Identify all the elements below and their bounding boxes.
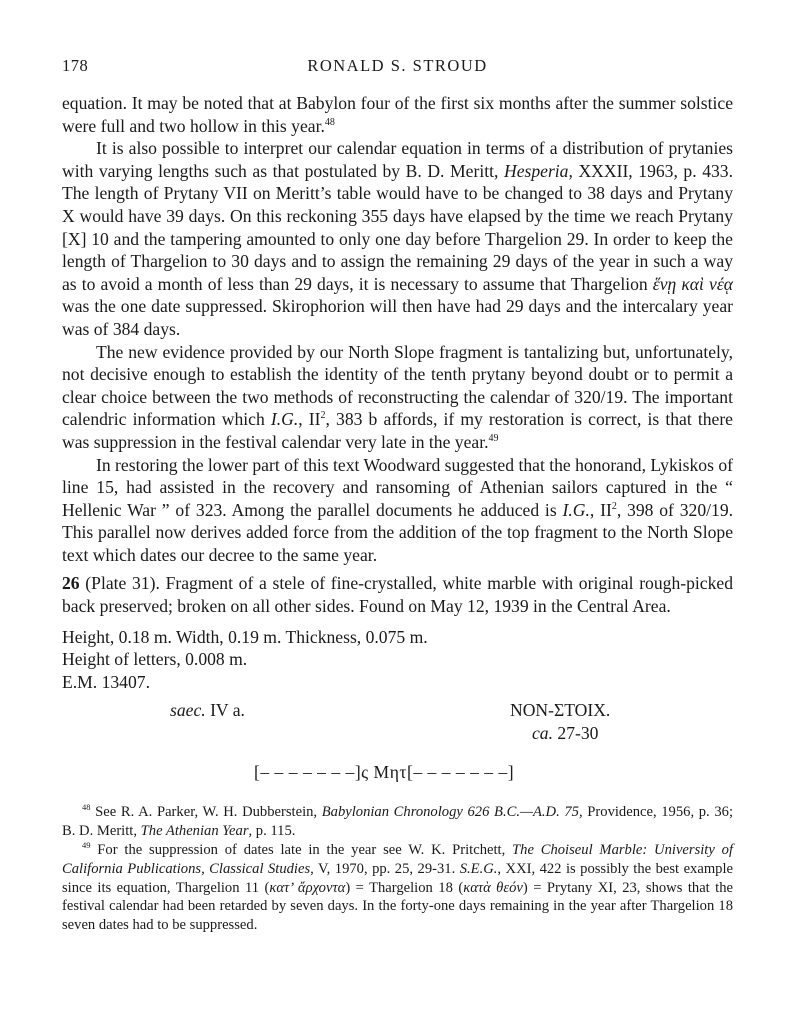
footnote-48: $^{48}$ See R. A. Parker, W. H. Dubberstein, Babylonian Chronology 626 B.C.—A.D. 75, Providence, 1956, p. 36; B. D. Meritt, The Athenian Year, p. 115. [62,802,733,840]
catalogue-description: (Plate 31). Fragment of a stele of fine-crystalled, white marble with original rough-picked back preserved; broken on all other sides. Found on May 12, 1939 in the Central Area. [62,573,733,617]
date-value: IV a. [210,700,245,721]
body-text [62,92,733,566]
ca-value: 27-30 [557,723,599,744]
paragraph-woodward: In restoring the lower part of this text Woodward suggested that the honorand, Lykiskos of line 15, had assisted in the recovery and ransoming of Athenian sailors captured in the “ Hellenic War ” of 323. Among the parallel documents he adduced is I.G., $II^2$, 398 of 320/19. This parallel now derives added force from the addition of the top fragment to the North Slope text which dates our decree to the same year. [62,454,734,565]
inscription-meta [62,699,733,747]
dimension-line: Height of letters, 0.008 m. [62,649,248,670]
page-content [62,56,733,935]
page-number: 178 [62,56,89,75]
paragraph-prytanies: It is also possible to interpret our calendar equation in terms of a distribution of prytanies with varying lengths such as that postulated by B. D. Meritt, Hesperia, XXXII, 1963, p. 433. The length of Prytany VII on Meritt’s table would have to be changed to 38 days and Prytany X would have 39 days. On this reckoning 355 days have elapsed by the time we reach Prytany [X] 10 and the tampering amounted to only one day before Thargelion 29. In order to keep the length of Thargelion to 30 days and to assign the remaining 29 days of the year in such a way as to avoid a month of less than 29 days, it is necessary to assume that Thargelion ἕνῃ καὶ νέᾳ was the one date suppressed. Skirophorion will then have had 29 days and the intercalary year was of 384 days. [62,138,734,339]
catalogue-entry [62,572,733,617]
letter-count [510,722,610,745]
inscription-text-line: [– – – – – – –]ς Μητ[– – – – – – –] [254,762,515,783]
dimension-line: E.M. 13407. [62,671,150,692]
inscription-style [510,699,610,744]
paragraph-continued: equation. It may be noted that at Babylon four of the first six months after the summer solstice were full and two hollow in this year.$^{48}$ [62,93,733,136]
catalogue-number: 26 [62,573,80,594]
ca-label: ca. [532,723,554,744]
footnote-49: $^{49}$ For the suppression of dates late in the year see W. K. Pritchett, The Choiseul Marble: University of California Publications, Classical Studies, V, 1970, pp. 25, 29-31. S.E.G., XXI, 422 is possibly the best example since its equation, Thargelion 11 (κατ’ ἄρχοντα) = Thargelion 18 (κατὰ θεόν) = Prytany XI, 23, shows that the festival calendar had been retarded by seven days. In the forty-one days remaining in the year after Thargelion 18 seven dates had to be suppressed. [62,840,734,934]
inscription-date [170,699,245,722]
running-head-author: RONALD S. STROUD [307,56,488,75]
dimension-line: Height, 0.18 m. Width, 0.19 m. Thickness, 0.075 m. [62,626,428,647]
dimensions-block [62,626,733,694]
paragraph-north-slope: The new evidence provided by our North Slope fragment is tantalizing but, unfortunately, not decisive enough to establish the identity of the tenth prytany beyond doubt or to permit a clear choice between the two methods of reconstructing the calendar of 320/19. The important calendric information which I.G., $II^2$, 383 b affords, if my restoration is correct, is that there was suppression in the festival calendar very late in the year.$^{49}$ [62,341,733,452]
date-label: saec. [170,700,206,721]
running-header [62,56,733,84]
style-label: NON-ΣΤΟΙΧ. [510,700,611,721]
footnotes [62,803,733,935]
